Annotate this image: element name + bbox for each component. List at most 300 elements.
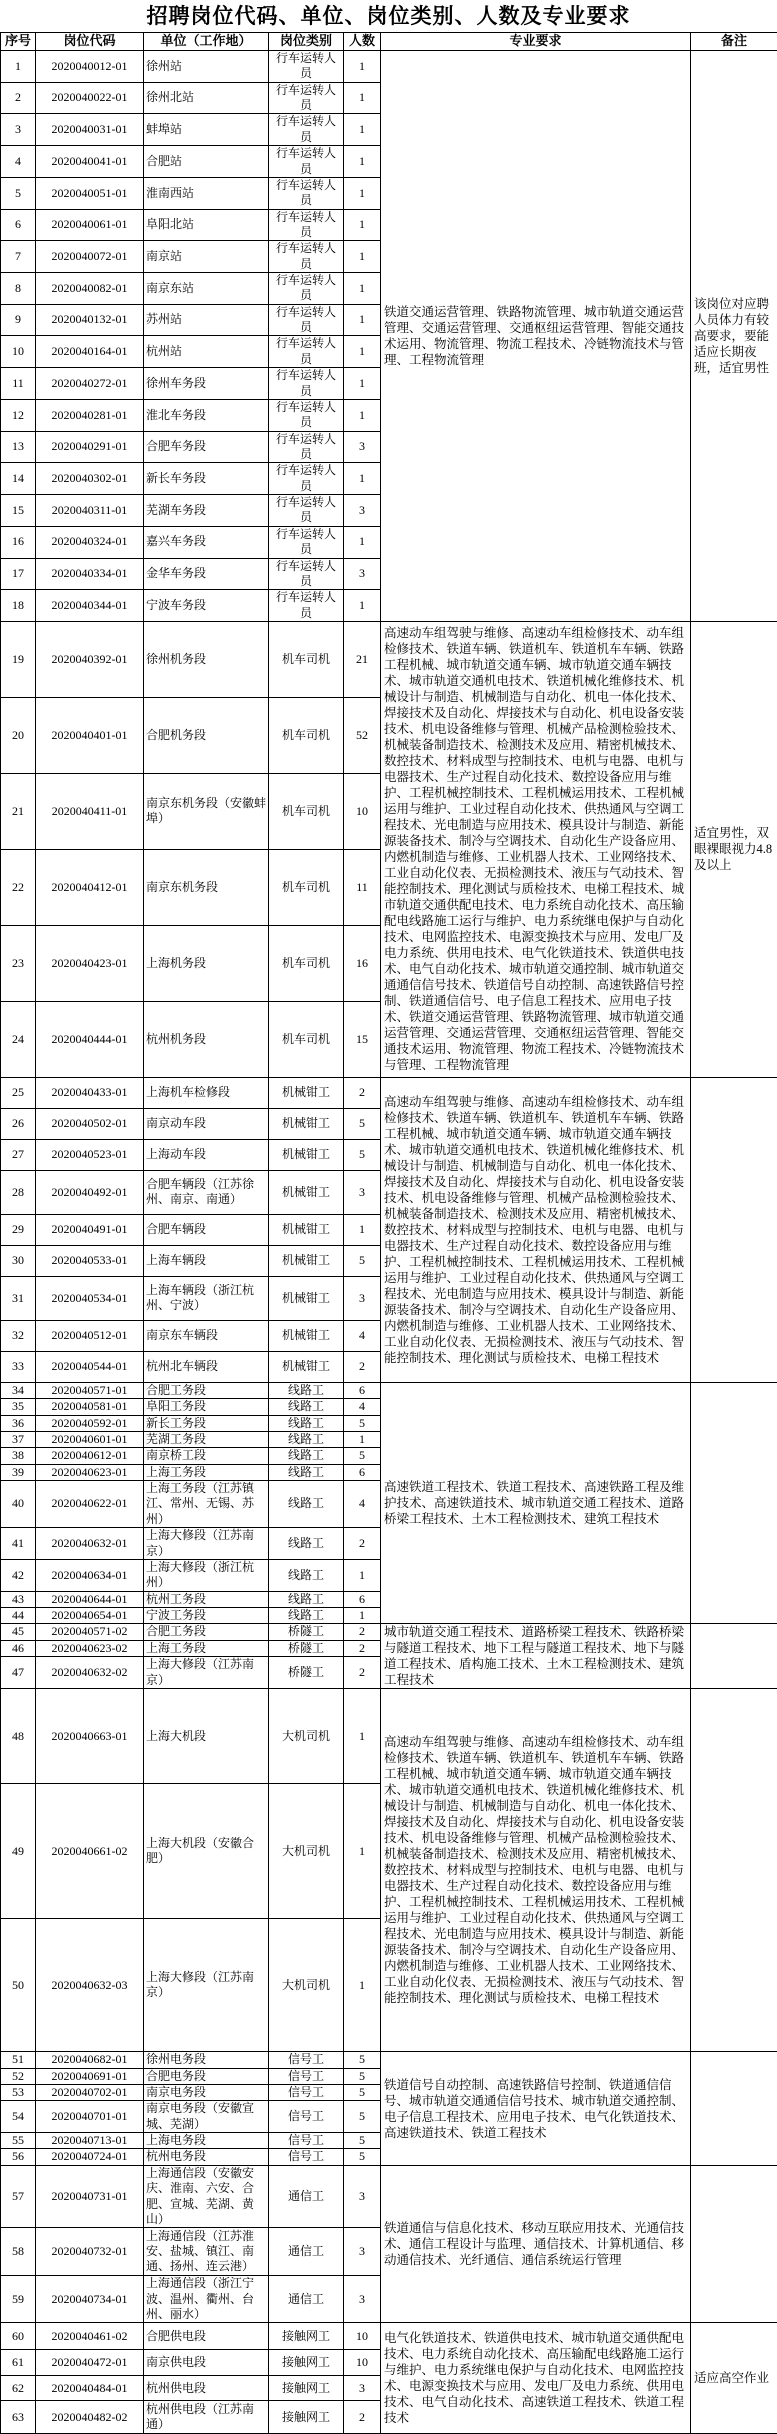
headcount-cell: 3 xyxy=(344,431,381,463)
unit-cell: 徐州车务段 xyxy=(144,368,269,400)
category-cell: 桥隧工 xyxy=(269,1657,344,1689)
category-cell: 通信工 xyxy=(269,2228,344,2276)
requirements-cell: 高速铁道工程技术、铁道工程技术、高速铁路工程及维护技术、高速铁道技术、城市轨道交通工程技术、道路桥梁工程技术、土木工程检测技术、建筑工程技术 xyxy=(381,1382,691,1623)
unit-cell: 上海机务段 xyxy=(144,925,269,1001)
row-number-cell: 36 xyxy=(1,1415,36,1431)
headcount-cell: 10 xyxy=(344,2323,381,2350)
header-row xyxy=(1,33,777,51)
unit-cell: 芜湖车务段 xyxy=(144,495,269,527)
job-table xyxy=(0,32,777,2434)
col-header-headcount: 人数 xyxy=(344,33,381,51)
unit-cell: 上海通信段（江苏淮安、盐城、镇江、南通、扬州、连云港） xyxy=(144,2228,269,2276)
headcount-cell: 1 xyxy=(344,1214,381,1245)
row-number-cell: 51 xyxy=(1,2052,36,2068)
category-cell: 接触网工 xyxy=(269,2401,344,2434)
job-code-cell: 2020040571-01 xyxy=(36,1382,144,1398)
category-cell: 线路工 xyxy=(269,1528,344,1560)
table-row xyxy=(1,2323,777,2350)
headcount-cell: 4 xyxy=(344,1399,381,1415)
unit-cell: 南京电务段 xyxy=(144,2085,269,2101)
category-cell: 线路工 xyxy=(269,1382,344,1398)
category-cell: 机车司机 xyxy=(269,849,344,925)
unit-cell: 上海工务段 xyxy=(144,1464,269,1480)
category-cell: 机车司机 xyxy=(269,621,344,697)
row-number-cell: 44 xyxy=(1,1607,36,1623)
headcount-cell: 3 xyxy=(344,1170,381,1214)
headcount-cell: 1 xyxy=(344,1784,381,1919)
category-cell: 线路工 xyxy=(269,1432,344,1448)
job-code-cell: 2020040344-01 xyxy=(36,590,144,622)
unit-cell: 新长车务段 xyxy=(144,463,269,495)
unit-cell: 宁波工务段 xyxy=(144,1607,269,1623)
row-number-cell: 3 xyxy=(1,114,36,146)
unit-cell: 上海通信段（浙江宁波、温州、衢州、台州、丽水） xyxy=(144,2276,269,2323)
category-cell: 行车运转人员 xyxy=(269,558,344,590)
row-number-cell: 32 xyxy=(1,1320,36,1351)
category-cell: 行车运转人员 xyxy=(269,336,344,368)
category-cell: 接触网工 xyxy=(269,2376,344,2401)
job-code-cell: 2020040291-01 xyxy=(36,431,144,463)
unit-cell: 徐州北站 xyxy=(144,82,269,114)
col-header-seq: 序号 xyxy=(1,33,36,51)
remark-cell xyxy=(691,1382,777,1623)
category-cell: 通信工 xyxy=(269,2276,344,2323)
category-cell: 信号工 xyxy=(269,2085,344,2101)
row-number-cell: 6 xyxy=(1,209,36,241)
category-cell: 机械钳工 xyxy=(269,1108,344,1139)
unit-cell: 合肥车辆段（江苏徐州、南京、南通） xyxy=(144,1170,269,1214)
row-number-cell: 60 xyxy=(1,2323,36,2350)
col-header-category: 岗位类别 xyxy=(269,33,344,51)
row-number-cell: 35 xyxy=(1,1399,36,1415)
job-code-cell: 2020040623-02 xyxy=(36,1640,144,1657)
headcount-cell: 1 xyxy=(344,177,381,209)
headcount-cell: 5 xyxy=(344,2085,381,2101)
row-number-cell: 22 xyxy=(1,849,36,925)
row-number-cell: 54 xyxy=(1,2101,36,2133)
job-code-cell: 2020040623-01 xyxy=(36,1464,144,1480)
job-code-cell: 2020040663-01 xyxy=(36,1689,144,1784)
unit-cell: 淮北车务段 xyxy=(144,399,269,431)
unit-cell: 上海大修段（浙江杭州） xyxy=(144,1559,269,1591)
requirements-cell: 高速动车组驾驶与维修、高速动车组检修技术、动车组检修技术、铁道车辆、铁道机车、铁道机车车辆、铁路工程机械、城市轨道交通车辆、城市轨道交通车辆技术、城市轨道交通机电技术、铁道机械化维修技术、机械设计与制造、机械制造与自动化、机电一体化技术、焊接技术及自动化、焊接技术与自动化、机电设备安装技术、机电设备维修与管理、机械产品检测检验技术、机械装备制造技术、检测技术及应用、精密机械技术、数控技术、材料成型与控制技术、电机与电器、电机与电器技术、生产过程自动化技术、数控设备应用与维护、工程机械控制技术、工程机械运用技术、工程机械运用与维护、工业过程自动化技术、供热通风与空调工程技术、光电制造与应用技术、模具设计与制造、新能源装备技术、制冷与空调技术、自动化生产设备应用、内燃机制造与维修、工业机器人技术、工业网络技术、工业自动化仪表、无损检测技术、液压与气动技术、智能控制技术、理化测试与质检技术、电梯工程技术 xyxy=(381,1077,691,1382)
headcount-cell: 1 xyxy=(344,526,381,558)
category-cell: 通信工 xyxy=(269,2165,344,2227)
headcount-cell: 1 xyxy=(344,1607,381,1623)
unit-cell: 杭州机务段 xyxy=(144,1001,269,1077)
headcount-cell: 1 xyxy=(344,590,381,622)
headcount-cell: 1 xyxy=(344,368,381,400)
row-number-cell: 2 xyxy=(1,82,36,114)
category-cell: 接触网工 xyxy=(269,2350,344,2376)
category-cell: 行车运转人员 xyxy=(269,304,344,336)
requirements-cell: 城市轨道交通工程技术、道路桥梁工程技术、铁路桥梁与隧道工程技术、地下工程与隧道工程技术、地下与隧道工程技术、盾构施工技术、土木工程检测技术、建筑工程技术 xyxy=(381,1624,691,1689)
unit-cell: 合肥工务段 xyxy=(144,1382,269,1398)
row-number-cell: 18 xyxy=(1,590,36,622)
job-code-cell: 2020040701-01 xyxy=(36,2101,144,2133)
job-code-cell: 2020040311-01 xyxy=(36,495,144,527)
row-number-cell: 24 xyxy=(1,1001,36,1077)
row-number-cell: 30 xyxy=(1,1245,36,1276)
unit-cell: 上海车辆段 xyxy=(144,1245,269,1276)
headcount-cell: 3 xyxy=(344,2376,381,2401)
headcount-cell: 5 xyxy=(344,1139,381,1170)
row-number-cell: 55 xyxy=(1,2133,36,2149)
job-code-cell: 2020040031-01 xyxy=(36,114,144,146)
row-number-cell: 1 xyxy=(1,51,36,83)
unit-cell: 南京东站 xyxy=(144,273,269,305)
category-cell: 机械钳工 xyxy=(269,1320,344,1351)
headcount-cell: 3 xyxy=(344,558,381,590)
category-cell: 线路工 xyxy=(269,1607,344,1623)
category-cell: 大机司机 xyxy=(269,1784,344,1919)
category-cell: 机车司机 xyxy=(269,1001,344,1077)
row-number-cell: 33 xyxy=(1,1351,36,1382)
category-cell: 线路工 xyxy=(269,1559,344,1591)
unit-cell: 蚌埠站 xyxy=(144,114,269,146)
job-code-cell: 2020040632-03 xyxy=(36,1919,144,2052)
unit-cell: 南京东机务段 xyxy=(144,849,269,925)
headcount-cell: 6 xyxy=(344,1591,381,1607)
unit-cell: 杭州供电段（江苏南通） xyxy=(144,2401,269,2434)
remark-cell xyxy=(691,2052,777,2166)
row-number-cell: 11 xyxy=(1,368,36,400)
requirements-cell: 铁道通信与信息化技术、移动互联应用技术、光通信技术、通信工程设计与监理、通信技术、计算机通信、移动通信技术、光纤通信、通信系统运行管理 xyxy=(381,2165,691,2323)
table-row xyxy=(1,621,777,697)
headcount-cell: 2 xyxy=(344,1351,381,1382)
unit-cell: 苏州站 xyxy=(144,304,269,336)
row-number-cell: 15 xyxy=(1,495,36,527)
unit-cell: 合肥工务段 xyxy=(144,1624,269,1641)
job-code-cell: 2020040523-01 xyxy=(36,1139,144,1170)
job-code-cell: 2020040423-01 xyxy=(36,925,144,1001)
unit-cell: 徐州电务段 xyxy=(144,2052,269,2068)
unit-cell: 徐州站 xyxy=(144,51,269,83)
category-cell: 行车运转人员 xyxy=(269,209,344,241)
row-number-cell: 8 xyxy=(1,273,36,305)
headcount-cell: 3 xyxy=(344,2276,381,2323)
category-cell: 行车运转人员 xyxy=(269,431,344,463)
category-cell: 机车司机 xyxy=(269,773,344,849)
category-cell: 线路工 xyxy=(269,1448,344,1464)
unit-cell: 上海大机段 xyxy=(144,1689,269,1784)
job-code-cell: 2020040412-01 xyxy=(36,849,144,925)
row-number-cell: 47 xyxy=(1,1657,36,1689)
category-cell: 桥隧工 xyxy=(269,1640,344,1657)
headcount-cell: 4 xyxy=(344,1481,381,1528)
job-code-cell: 2020040724-01 xyxy=(36,2149,144,2165)
row-number-cell: 10 xyxy=(1,336,36,368)
col-header-requirement: 专业要求 xyxy=(381,33,691,51)
category-cell: 大机司机 xyxy=(269,1689,344,1784)
unit-cell: 合肥车辆段 xyxy=(144,1214,269,1245)
job-code-cell: 2020040512-01 xyxy=(36,1320,144,1351)
row-number-cell: 49 xyxy=(1,1784,36,1919)
row-number-cell: 27 xyxy=(1,1139,36,1170)
unit-cell: 上海大修段（江苏南京） xyxy=(144,1528,269,1560)
job-code-cell: 2020040691-01 xyxy=(36,2068,144,2084)
headcount-cell: 2 xyxy=(344,1624,381,1641)
category-cell: 线路工 xyxy=(269,1399,344,1415)
headcount-cell: 1 xyxy=(344,463,381,495)
job-code-cell: 2020040601-01 xyxy=(36,1432,144,1448)
category-cell: 行车运转人员 xyxy=(269,51,344,83)
job-code-cell: 2020040012-01 xyxy=(36,51,144,83)
category-cell: 行车运转人员 xyxy=(269,590,344,622)
table-row xyxy=(1,2052,777,2068)
row-number-cell: 4 xyxy=(1,146,36,178)
category-cell: 信号工 xyxy=(269,2101,344,2133)
job-code-cell: 2020040164-01 xyxy=(36,336,144,368)
category-cell: 线路工 xyxy=(269,1464,344,1480)
unit-cell: 合肥电务段 xyxy=(144,2068,269,2084)
category-cell: 信号工 xyxy=(269,2149,344,2165)
job-code-cell: 2020040533-01 xyxy=(36,1245,144,1276)
remark-cell xyxy=(691,1077,777,1382)
row-number-cell: 50 xyxy=(1,1919,36,2052)
row-number-cell: 61 xyxy=(1,2350,36,2376)
headcount-cell: 1 xyxy=(344,1432,381,1448)
unit-cell: 杭州工务段 xyxy=(144,1591,269,1607)
row-number-cell: 57 xyxy=(1,2165,36,2227)
table-row xyxy=(1,51,777,83)
table-row xyxy=(1,1382,777,1398)
col-header-unit: 单位（工作地） xyxy=(144,33,269,51)
headcount-cell: 2 xyxy=(344,1640,381,1657)
job-code-cell: 2020040484-01 xyxy=(36,2376,144,2401)
row-number-cell: 38 xyxy=(1,1448,36,1464)
job-code-cell: 2020040482-02 xyxy=(36,2401,144,2434)
category-cell: 行车运转人员 xyxy=(269,463,344,495)
headcount-cell: 1 xyxy=(344,114,381,146)
requirements-cell: 高速动车组驾驶与维修、高速动车组检修技术、动车组检修技术、铁道车辆、铁道机车、铁道机车车辆、铁路工程机械、城市轨道交通车辆、城市轨道交通车辆技术、城市轨道交通机电技术、铁道机械化维修技术、机械设计与制造、机械制造与自动化、机电一体化技术、焊接技术及自动化、焊接技术与自动化、机电设备安装技术、机电设备维修与管理、机械产品检测检验技术、机械装备制造技术、检测技术及应用、精密机械技术、数控技术、材料成型与控制技术、电机与电器、电机与电器技术、生产过程自动化技术、数控设备应用与维护、工程机械控制技术、工程机械运用技术、工程机械运用与维护、工业过程自动化技术、供热通风与空调工程技术、光电制造与应用技术、模具设计与制造、新能源装备技术、制冷与空调技术、自动化生产设备应用、内燃机制造与维修、工业机器人技术、工业网络技术、工业自动化仪表、无损检测技术、液压与气动技术、智能控制技术、理化测试与质检技术、电梯工程技术 xyxy=(381,1689,691,2052)
category-cell: 机车司机 xyxy=(269,697,344,773)
category-cell: 行车运转人员 xyxy=(269,114,344,146)
job-code-cell: 2020040644-01 xyxy=(36,1591,144,1607)
unit-cell: 杭州站 xyxy=(144,336,269,368)
row-number-cell: 13 xyxy=(1,431,36,463)
row-number-cell: 48 xyxy=(1,1689,36,1784)
row-number-cell: 40 xyxy=(1,1481,36,1528)
row-number-cell: 25 xyxy=(1,1077,36,1108)
row-number-cell: 23 xyxy=(1,925,36,1001)
category-cell: 机械钳工 xyxy=(269,1077,344,1108)
remark-cell xyxy=(691,2165,777,2323)
job-code-cell: 2020040581-01 xyxy=(36,1399,144,1415)
job-code-cell: 2020040544-01 xyxy=(36,1351,144,1382)
category-cell: 桥隧工 xyxy=(269,1624,344,1641)
requirements-cell: 电气化铁道技术、铁道供电技术、城市轨道交通供配电技术、电力系统自动化技术、高压输配电线路施工运行与维护、电力系统继电保护与自动化技术、电网监控技术、电源变换技术与应用、发电厂及电力系统、供用电技术、电气自动化技术、高速铁道工程技术、铁道工程技术 xyxy=(381,2323,691,2434)
unit-cell: 宁波车务段 xyxy=(144,590,269,622)
category-cell: 机车司机 xyxy=(269,925,344,1001)
job-code-cell: 2020040072-01 xyxy=(36,241,144,273)
unit-cell: 上海车辆段（浙江杭州、宁波） xyxy=(144,1276,269,1320)
category-cell: 线路工 xyxy=(269,1591,344,1607)
unit-cell: 南京站 xyxy=(144,241,269,273)
row-number-cell: 41 xyxy=(1,1528,36,1560)
category-cell: 机械钳工 xyxy=(269,1170,344,1214)
table-row xyxy=(1,1689,777,1784)
category-cell: 行车运转人员 xyxy=(269,399,344,431)
unit-cell: 新长工务段 xyxy=(144,1415,269,1431)
headcount-cell: 1 xyxy=(344,399,381,431)
job-code-cell: 2020040734-01 xyxy=(36,2276,144,2323)
headcount-cell: 5 xyxy=(344,1448,381,1464)
job-code-cell: 2020040732-01 xyxy=(36,2228,144,2276)
remark-cell xyxy=(691,1624,777,1689)
unit-cell: 上海通信段（安徽安庆、淮南、六安、合肥、宣城、芜湖、黄山） xyxy=(144,2165,269,2227)
headcount-cell: 1 xyxy=(344,51,381,83)
job-code-cell: 2020040132-01 xyxy=(36,304,144,336)
category-cell: 行车运转人员 xyxy=(269,495,344,527)
unit-cell: 合肥车务段 xyxy=(144,431,269,463)
row-number-cell: 34 xyxy=(1,1382,36,1398)
unit-cell: 杭州供电段 xyxy=(144,2376,269,2401)
job-code-cell: 2020040392-01 xyxy=(36,621,144,697)
row-number-cell: 52 xyxy=(1,2068,36,2084)
row-number-cell: 26 xyxy=(1,1108,36,1139)
headcount-cell: 10 xyxy=(344,773,381,849)
headcount-cell: 1 xyxy=(344,1919,381,2052)
headcount-cell: 15 xyxy=(344,1001,381,1077)
unit-cell: 上海动车段 xyxy=(144,1139,269,1170)
row-number-cell: 56 xyxy=(1,2149,36,2165)
headcount-cell: 3 xyxy=(344,2228,381,2276)
job-code-cell: 2020040324-01 xyxy=(36,526,144,558)
headcount-cell: 1 xyxy=(344,209,381,241)
row-number-cell: 14 xyxy=(1,463,36,495)
unit-cell: 合肥站 xyxy=(144,146,269,178)
headcount-cell: 1 xyxy=(344,82,381,114)
row-number-cell: 21 xyxy=(1,773,36,849)
unit-cell: 南京供电段 xyxy=(144,2350,269,2376)
row-number-cell: 28 xyxy=(1,1170,36,1214)
category-cell: 行车运转人员 xyxy=(269,146,344,178)
category-cell: 行车运转人员 xyxy=(269,368,344,400)
category-cell: 行车运转人员 xyxy=(269,82,344,114)
row-number-cell: 12 xyxy=(1,399,36,431)
row-number-cell: 46 xyxy=(1,1640,36,1657)
job-code-cell: 2020040502-01 xyxy=(36,1108,144,1139)
category-cell: 大机司机 xyxy=(269,1919,344,2052)
job-code-cell: 2020040281-01 xyxy=(36,399,144,431)
headcount-cell: 21 xyxy=(344,621,381,697)
requirements-cell: 铁道信号自动控制、高速铁路信号控制、铁道通信信号、城市轨道交通通信信号技术、城市轨道交通控制、电子信息工程技术、应用电子技术、电气化铁道技术、高速铁道技术、铁道工程技术 xyxy=(381,2052,691,2166)
requirements-cell: 铁道交通运营管理、铁路物流管理、城市轨道交通运营管理、交通运营管理、交通枢纽运营管理、智能交通技术运用、物流管理、物流工程技术、冷链物流技术与管理、工程物流管理 xyxy=(381,51,691,622)
unit-cell: 上海电务段 xyxy=(144,2133,269,2149)
job-code-cell: 2020040632-02 xyxy=(36,1657,144,1689)
category-cell: 机械钳工 xyxy=(269,1276,344,1320)
job-code-cell: 2020040051-01 xyxy=(36,177,144,209)
unit-cell: 阜阳北站 xyxy=(144,209,269,241)
job-code-cell: 2020040612-01 xyxy=(36,1448,144,1464)
row-number-cell: 42 xyxy=(1,1559,36,1591)
job-code-cell: 2020040082-01 xyxy=(36,273,144,305)
unit-cell: 杭州电务段 xyxy=(144,2149,269,2165)
category-cell: 信号工 xyxy=(269,2133,344,2149)
headcount-cell: 6 xyxy=(344,1382,381,1398)
row-number-cell: 20 xyxy=(1,697,36,773)
headcount-cell: 6 xyxy=(344,1464,381,1480)
job-code-cell: 2020040491-01 xyxy=(36,1214,144,1245)
headcount-cell: 5 xyxy=(344,1415,381,1431)
row-number-cell: 31 xyxy=(1,1276,36,1320)
job-code-cell: 2020040571-02 xyxy=(36,1624,144,1641)
remark-cell: 适应高空作业 xyxy=(691,2323,777,2434)
headcount-cell: 5 xyxy=(344,1108,381,1139)
job-code-cell: 2020040401-01 xyxy=(36,697,144,773)
unit-cell: 南京桥工段 xyxy=(144,1448,269,1464)
job-code-cell: 2020040041-01 xyxy=(36,146,144,178)
table-body xyxy=(1,51,777,2434)
remark-cell: 适宜男性，双眼裸眼视力4.8及以上 xyxy=(691,621,777,1077)
job-code-cell: 2020040492-01 xyxy=(36,1170,144,1214)
category-cell: 行车运转人员 xyxy=(269,526,344,558)
row-number-cell: 37 xyxy=(1,1432,36,1448)
category-cell: 机械钳工 xyxy=(269,1214,344,1245)
unit-cell: 芜湖工务段 xyxy=(144,1432,269,1448)
category-cell: 信号工 xyxy=(269,2068,344,2084)
category-cell: 机械钳工 xyxy=(269,1245,344,1276)
headcount-cell: 5 xyxy=(344,2101,381,2133)
table-row xyxy=(1,2165,777,2227)
headcount-cell: 1 xyxy=(344,304,381,336)
job-code-cell: 2020040302-01 xyxy=(36,463,144,495)
job-code-cell: 2020040334-01 xyxy=(36,558,144,590)
job-code-cell: 2020040534-01 xyxy=(36,1276,144,1320)
row-number-cell: 58 xyxy=(1,2228,36,2276)
job-code-cell: 2020040731-01 xyxy=(36,2165,144,2227)
row-number-cell: 39 xyxy=(1,1464,36,1480)
headcount-cell: 3 xyxy=(344,2165,381,2227)
category-cell: 线路工 xyxy=(269,1481,344,1528)
job-code-cell: 2020040433-01 xyxy=(36,1077,144,1108)
unit-cell: 南京东车辆段 xyxy=(144,1320,269,1351)
headcount-cell: 10 xyxy=(344,2350,381,2376)
category-cell: 机械钳工 xyxy=(269,1139,344,1170)
page-title: 招聘岗位代码、单位、岗位类别、人数及专业要求 xyxy=(0,0,777,32)
category-cell: 信号工 xyxy=(269,2052,344,2068)
col-header-remark: 备注 xyxy=(691,33,777,51)
unit-cell: 南京东机务段（安徽蚌埠） xyxy=(144,773,269,849)
job-code-cell: 2020040461-02 xyxy=(36,2323,144,2350)
job-code-cell: 2020040592-01 xyxy=(36,1415,144,1431)
category-cell: 行车运转人员 xyxy=(269,241,344,273)
job-code-cell: 2020040444-01 xyxy=(36,1001,144,1077)
job-code-cell: 2020040661-02 xyxy=(36,1784,144,1919)
table-row xyxy=(1,1624,777,1641)
row-number-cell: 7 xyxy=(1,241,36,273)
headcount-cell: 2 xyxy=(344,2401,381,2434)
row-number-cell: 63 xyxy=(1,2401,36,2434)
category-cell: 行车运转人员 xyxy=(269,273,344,305)
job-code-cell: 2020040472-01 xyxy=(36,2350,144,2376)
headcount-cell: 5 xyxy=(344,2068,381,2084)
job-code-cell: 2020040682-01 xyxy=(36,2052,144,2068)
remark-cell: 该岗位对应聘人员体力有较高要求，要能适应长期夜班，适宜男性 xyxy=(691,51,777,622)
unit-cell: 嘉兴车务段 xyxy=(144,526,269,558)
category-cell: 机械钳工 xyxy=(269,1351,344,1382)
headcount-cell: 4 xyxy=(344,1320,381,1351)
unit-cell: 合肥机务段 xyxy=(144,697,269,773)
job-code-cell: 2020040632-01 xyxy=(36,1528,144,1560)
headcount-cell: 3 xyxy=(344,1276,381,1320)
row-number-cell: 16 xyxy=(1,526,36,558)
unit-cell: 徐州机务段 xyxy=(144,621,269,697)
headcount-cell: 5 xyxy=(344,2133,381,2149)
unit-cell: 上海工务段 xyxy=(144,1640,269,1657)
col-header-code: 岗位代码 xyxy=(36,33,144,51)
